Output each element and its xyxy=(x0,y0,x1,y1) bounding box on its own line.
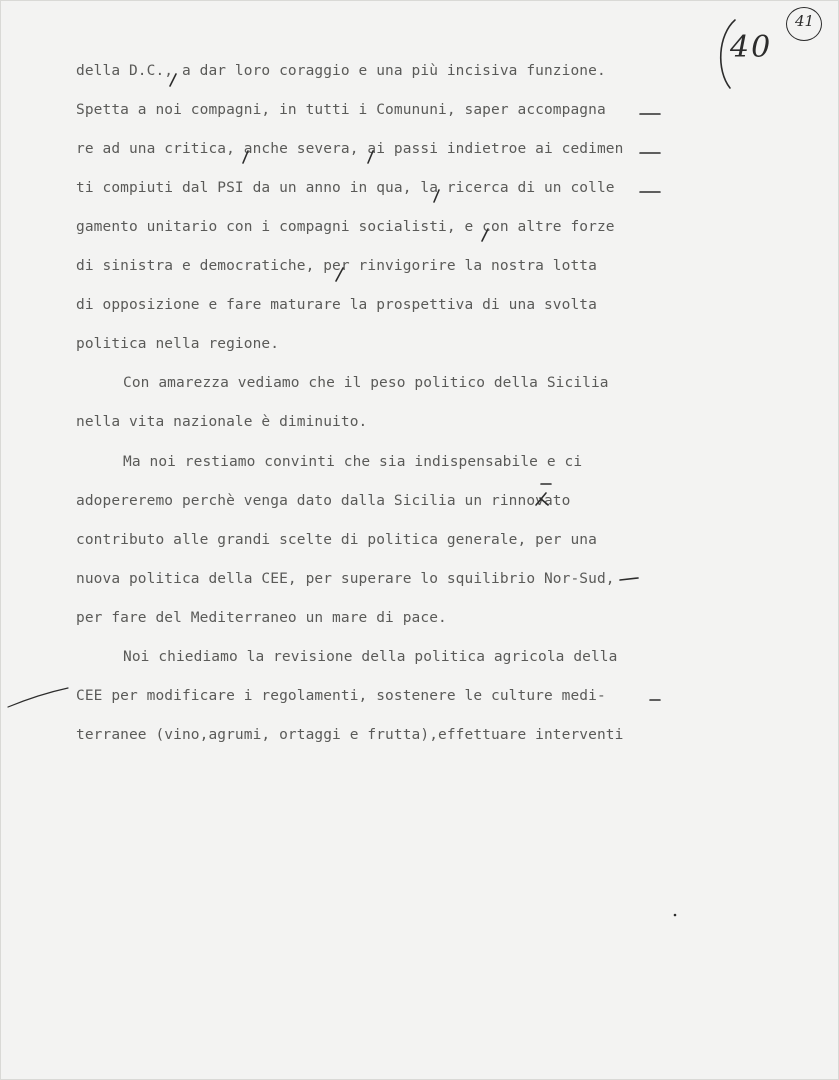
body-line: re ad una critica, anche severa, ai passi indietroe ai cedimen xyxy=(76,141,624,157)
body-line: della D.C., a dar loro coraggio e una più incisiva funzione. xyxy=(76,63,606,79)
body-line: CEE per modificare i regolamenti, sostenere le culture medi- xyxy=(76,688,606,704)
body-line: di sinistra e democratiche, per rinvigorire la nostra lotta xyxy=(76,258,597,274)
body-line: terranee (vino,agrumi, ortaggi e frutta),effettuare interventi xyxy=(76,727,624,743)
body-line: Spetta a noi compagni, in tutti i Comununi, saper accompagna xyxy=(76,102,606,118)
body-line: adopereremo perchè venga dato dalla Sicilia un rinnovato xyxy=(76,493,571,509)
body-line: gamento unitario con i compagni socialisti, e con altre forze xyxy=(76,219,615,235)
body-line: nuova politica della CEE, per superare lo squilibrio Nor-Sud, xyxy=(76,571,615,587)
body-line: ti compiuti dal PSI da un anno in qua, la ricerca di un colle xyxy=(76,180,615,196)
margin-arrow-mark xyxy=(8,688,68,707)
body-line: di opposizione e fare maturare la prospettiva di una svolta xyxy=(76,297,597,313)
body-line: contributo alle grandi scelte di politica generale, per una xyxy=(76,532,597,548)
body-line: per fare del Mediterraneo un mare di pace. xyxy=(76,610,447,626)
body-line: nella vita nazionale è diminuito. xyxy=(76,414,368,430)
body-line: politica nella regione. xyxy=(76,336,280,352)
ink-dot xyxy=(674,914,677,917)
body-line: Con amarezza vediamo che il peso politico della Sicilia xyxy=(123,375,609,391)
strikethrough-mark xyxy=(620,578,638,580)
body-line: Ma noi restiamo convinti che sia indispensabile e ci xyxy=(123,454,583,470)
handwritten-page-number: 40 xyxy=(730,30,773,65)
circled-page-number: 41 xyxy=(795,12,815,30)
body-line: Noi chiediamo la revisione della politica agricola della xyxy=(123,649,618,665)
